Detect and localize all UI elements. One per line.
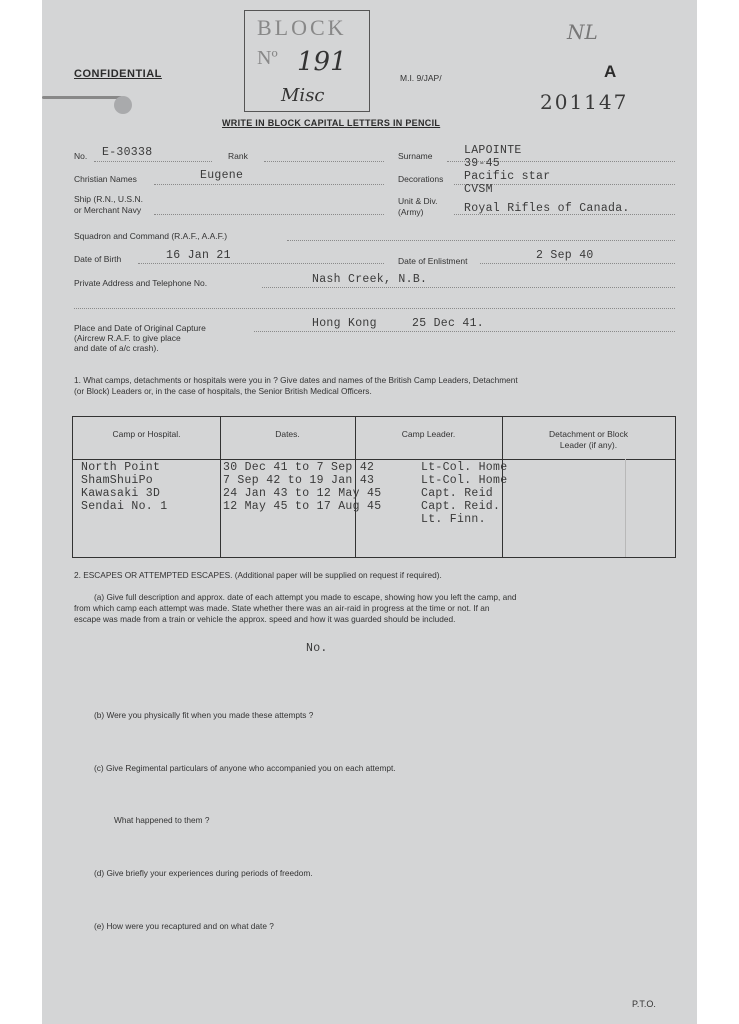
unit-label-2: (Army) (398, 207, 424, 217)
capture-place-value: Hong Kong (312, 317, 377, 330)
question-2c-followup: What happened to them ? (114, 815, 210, 825)
block-stamp (244, 10, 370, 112)
pencil-smudge-dot (114, 96, 132, 114)
row-leader: Capt. Reid. (421, 500, 501, 513)
question-2e: (e) How were you recaptured and on what date ? (94, 921, 274, 931)
dob-value: 16 Jan 21 (166, 249, 231, 262)
mi-reference: M.I. 9/JAP/ (400, 73, 442, 83)
squadron-label: Squadron and Command (R.A.F., A.A.F.) (74, 231, 228, 241)
service-number-value: E-30338 (102, 146, 153, 159)
no-line (94, 161, 212, 162)
christian-names-value: Eugene (200, 169, 244, 182)
handwritten-file-number: 201147 (540, 90, 629, 114)
table-row (73, 487, 675, 500)
header-detachment: Detachment or Block (549, 429, 628, 439)
surname-label: Surname (398, 151, 433, 161)
stamp-block-text: BLOCK (257, 15, 347, 40)
no-label: No. (74, 151, 88, 161)
corner-handwritten-mark: NL (567, 20, 598, 44)
question-1-line-2: (or Block) Leaders or, in the case of hospitals, the Senior British Medical Officers. (74, 386, 372, 396)
enlistment-line (480, 263, 675, 264)
address-line-2 (74, 308, 675, 309)
row-leader: Lt-Col. Home (421, 461, 508, 474)
decorations-line-3: CVSM (464, 183, 493, 196)
row-camp: North Point (81, 461, 161, 474)
decorations-line-2: Pacific star (464, 170, 551, 183)
dob-line (138, 263, 384, 264)
table-row (73, 513, 675, 526)
table-row (73, 461, 675, 474)
capture-line (254, 331, 675, 332)
document-page (42, 0, 697, 1024)
dob-label: Date of Birth (74, 254, 122, 264)
question-2c: (c) Give Regimental particulars of anyone who accompanied you on each attempt. (94, 763, 396, 773)
question-2b: (b) Were you physically fit when you made these attempts ? (94, 710, 314, 720)
row-dates: 30 Dec 41 to 7 Sep 42 (223, 461, 375, 474)
question-2a-line-3: escape was made from a train or vehicle the approx. speed and how it was guarded should be included. (74, 614, 456, 624)
christian-names-label: Christian Names (74, 174, 137, 184)
pto-label: P.T.O. (632, 999, 656, 1009)
header-detachment-2: Leader (if any). (559, 440, 618, 450)
header-camp: Camp or Hospital. (112, 429, 181, 439)
enlistment-value: 2 Sep 40 (536, 249, 594, 262)
camp-table (72, 416, 676, 558)
christian-names-line (154, 184, 384, 185)
capture-date-value: 25 Dec 41. (412, 317, 485, 330)
capture-label-3: and date of a/c crash). (74, 343, 159, 353)
unit-label-1: Unit & Div. (398, 196, 438, 206)
capture-label-1: Place and Date of Original Capture (74, 323, 206, 333)
row-camp: ShamShuiPo (81, 474, 154, 487)
row-dates: 12 May 45 to 17 Aug 45 (223, 500, 382, 513)
stamp-no-text: Nº (257, 47, 278, 69)
squadron-line (287, 240, 675, 241)
decorations-line-1: 39-45 (464, 157, 501, 170)
question-2a-line-1: (a) Give full description and approx. date of each attempt you made to escape, showing how you left the camp, and (94, 592, 517, 602)
ship-label-2: or Merchant Navy (74, 205, 142, 215)
question-2d: (d) Give briefly your experiences during periods of freedom. (94, 868, 313, 878)
address-value: Nash Creek, N.B. (312, 273, 428, 286)
capture-label-2: (Aircrew R.A.F. to give place (74, 333, 181, 343)
enlistment-label: Date of Enlistment (398, 256, 468, 266)
row-leader: Capt. Reid (421, 487, 494, 500)
question-1-line-1: 1. What camps, detachments or hospitals were you in ? Give dates and names of the British Camp Leaders, Detachment (74, 375, 518, 385)
pencil-smudge (42, 96, 122, 99)
row-dates: 24 Jan 43 to 12 May 45 (223, 487, 382, 500)
ship-line (154, 214, 384, 215)
rank-line (264, 161, 384, 162)
decorations-label: Decorations (398, 174, 444, 184)
row-leader: Lt. Finn. (421, 513, 486, 526)
address-label: Private Address and Telephone No. (74, 278, 208, 288)
address-line (262, 287, 675, 288)
row-camp: Kawasaki 3D (81, 487, 161, 500)
unit-value: Royal Rifles of Canada. (464, 202, 630, 215)
rank-label: Rank (228, 151, 248, 161)
question-2-heading: 2. ESCAPES OR ATTEMPTED ESCAPES. (Additional paper will be supplied on request if required). (74, 570, 442, 580)
unit-line (454, 214, 675, 215)
row-camp: Sendai No. 1 (81, 500, 168, 513)
stamp-misc: Misc (281, 85, 325, 106)
confidential-label: CONFIDENTIAL (74, 68, 162, 80)
table-row (73, 500, 675, 513)
surname-value: LAPOINTE (464, 144, 522, 157)
instruction-heading: WRITE IN BLOCK CAPITAL LETTERS IN PENCIL (222, 118, 441, 128)
header-camp-leader: Camp Leader. (401, 429, 456, 439)
ship-label-1: Ship (R.N., U.S.N. (74, 194, 143, 204)
row-dates: 7 Sep 42 to 19 Jan 43 (223, 474, 375, 487)
header-dates: Dates. (275, 429, 300, 439)
question-2a-answer: No. (306, 642, 328, 655)
stamp-number: 191 (297, 47, 347, 77)
table-row (73, 474, 675, 487)
letter-a: A (604, 62, 617, 81)
row-leader: Lt-Col. Home (421, 474, 508, 487)
question-2a-line-2: from which camp each attempt was made. State whether there was an air-raid in progress at the time or not. If an (74, 603, 490, 613)
